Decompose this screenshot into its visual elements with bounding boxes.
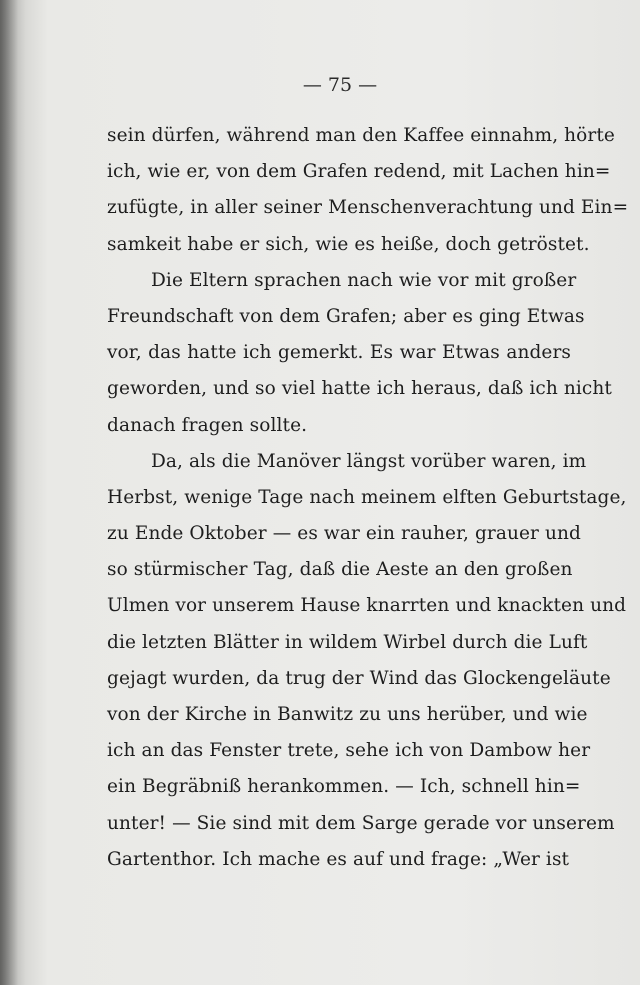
- page-number: — 75 —: [302, 74, 378, 96]
- text-line: die letzten Blätter in wildem Wirbel durch die Luft: [107, 631, 588, 653]
- text-line: Ulmen vor unserem Hause knarrten und knackten und: [107, 595, 627, 617]
- text-line: geworden, und so viel hatte ich heraus, daß ich nicht: [107, 378, 612, 400]
- text-line: ich, wie er, von dem Grafen redend, mit Lachen hin=: [107, 161, 611, 183]
- text-line: unter! — Sie sind mit dem Sarge gerade vor unserem: [107, 812, 615, 834]
- text-line: ich an das Fenster trete, sehe ich von Dambow her: [107, 740, 591, 762]
- text-line: Gartenthor. Ich mache es auf und frage: „Wer ist: [107, 848, 570, 870]
- text-line: gejagt wurden, da trug der Wind das Glockengeläute: [107, 667, 611, 689]
- binding-shadow: [0, 0, 18, 985]
- paragraph-start-line: Da, als die Manöver längst vorüber waren, im: [151, 450, 587, 472]
- text-line: so stürmischer Tag, daß die Aeste an den großen: [107, 559, 573, 581]
- text-line: zu Ende Oktober — es war ein rauher, grauer und: [107, 523, 581, 545]
- text-line: vor, das hatte ich gemerkt. Es war Etwas anders: [107, 342, 571, 364]
- text-line: zufügte, in aller seiner Menschenverachtung und Ein=: [107, 197, 629, 219]
- text-line: Freundschaft von dem Grafen; aber es ging Etwas: [107, 305, 585, 327]
- text-line: von der Kirche in Banwitz zu uns herüber, und wie: [107, 704, 588, 725]
- text-line: Herbst, wenige Tage nach meinem elften Geburtstage,: [107, 486, 627, 508]
- paragraph-start-line: Die Eltern sprachen nach wie vor mit großer: [151, 269, 577, 291]
- text-line: ein Begräbniß herankommen. — Ich, schnell hin=: [107, 776, 581, 798]
- text-line: samkeit habe er sich, wie es heiße, doch getröstet.: [107, 233, 590, 255]
- body-text: [107, 118, 629, 878]
- text-line: sein dürfen, während man den Kaffee einnahm, hörte: [107, 125, 615, 146]
- text-line: danach fragen sollte.: [107, 414, 308, 436]
